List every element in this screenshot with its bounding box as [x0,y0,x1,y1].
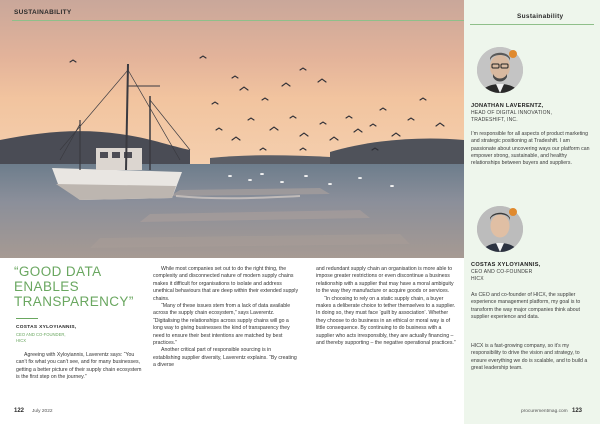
article-column-2 [153,266,299,370]
page-number-left: 122 [14,408,25,414]
article-column-1 [16,352,146,382]
pull-quote: “GOOD DATA ENABLES TRANSPARENCY” [14,264,134,309]
quote-rule [16,318,38,319]
header-rule-left [12,20,464,21]
quote-role-line: CEO AND CO-FOUNDER, [16,332,66,337]
paragraph: and redundant supply chain an organisation is more able to impose greater restrictions or even discontinue a business relationship with a supplier that may have a moral ambiguity to the way they manufacture or acquire goods or services. [316,266,454,295]
page-number-right: 123 [572,408,583,414]
paragraph: While most companies set out to do the right thing, the complexity and disconnected nature of modern supply chains makes it difficult for organisations to isolate and address unethical behaviours that are deep within their extended supply chains. [153,266,299,302]
profile-role-line: CEO AND CO-FOUNDER [471,269,533,275]
quote-role-line: HICX [16,337,27,343]
profile-bio: HICX is a fast-growing company, so it’s my responsibility to drive the vision and strategy, to ensure everything we do is scalable, and to build a great leadership team. [471,343,588,371]
paragraph: “In choosing to rely on a static supply chain, a buyer makes a deliberate choice to tether themselves to a supplier. In doing so, they must face ‘guilt by association’. Whether they choose to do business in an ethical or moral way is of little consequence. By continuing to do business with a supplier who acts irresponsibly, they are actually financing – and thereby supporting – the negative operational practices.” [316,295,456,347]
badge-icon [509,208,517,216]
profile-bio: As CEO and co-founder of HICX, the supplier experience management platform, my goal is to transform the way major companies think about supplier experience and data. [471,292,581,320]
quote-attribution-name: COSTAS XYLOYIANNIS, [16,325,77,330]
hero-photo [0,0,464,258]
profile-role-line: TRADESHIFT, INC. [471,117,518,123]
quote-attribution-role [16,332,116,343]
paragraph: “Many of these issues stem from a lack of data available across the supply chain ecosystem,” says Laverentz. “Digitalising the relationships across supply chains will go a long way to giving businesses the kind of transparency they need to ensure their best intentions are matched by best practices.” [153,303,291,347]
profile-name: COSTAS XYLOYIANNIS, [471,262,541,268]
profile-role-line: HEAD OF DIGITAL INNOVATION, [471,110,553,116]
paragraph: Agreeing with Xyloyiannis, Laverentz says: “You can’t fix what you can’t see, and for many businesses, getting a better picture of their supply chain ecosystem is the first step on the journey.” [16,352,142,381]
paragraph: Another critical part of responsible sourcing is in establishing supplier diversity, Laverentz explains. “By creating a diverse [153,347,297,369]
profile-role [471,269,595,283]
website[interactable]: procurementmag.com [521,409,568,414]
profile-name: JONATHAN LAVERENTZ, [471,103,544,109]
header-rule-right [470,24,594,25]
issue-date: July 2022 [32,409,53,414]
section-label-left: SUSTAINABILITY [14,9,72,16]
profile-role-line: HICX [471,276,484,282]
article-column-3 [316,266,458,347]
profile-role [471,110,595,124]
profile-bio: I’m responsible for all aspects of product marketing and strategic positioning at Tradeshift. I am passionate about uncovering ways our platform can empower strong, sustainable, and healthy relationships between buyers and suppliers. [471,131,590,167]
section-label-right: Sustainability [517,13,564,20]
badge-icon [509,50,517,58]
